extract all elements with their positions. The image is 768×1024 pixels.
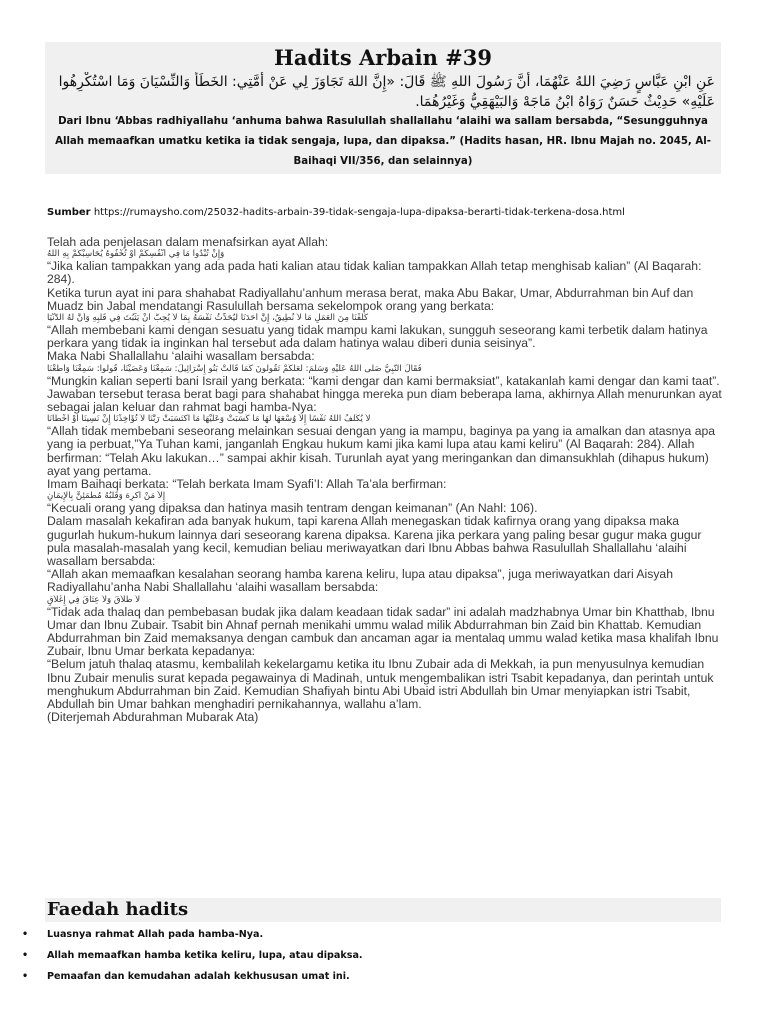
body-paragraph: “Belum jatuh thalaq atasmu, kembalilah kekelargamu ketika itu Ibnu Zubair ada di Mekkah, ia pun menyusulnya kemudian Ibnu Zubair menulis surat kepada pegawainya di Madinah, untuk mengembalikan istri Tsabit kepadanya, dan perintah untuk menghukum Abdurrahman bin Zaid. Kemudian Shafiyah bintu Abi Ubaid istri Abdullah bin Umar menyiapkan istri Tsabit, Abdullah bin Umar bahkan menghadiri pernikahannya, wallahu a’lam. xyxy=(47,657,714,712)
hadith-translation xyxy=(45,112,721,172)
body-paragraph: Ketika turun ayat ini para shahabat Radiyallahu’anhum merasa berat, maka Abu Bakar, Umar, Abdurrahman bin Auf dan Muadz bin Jabal mendatangi Rasulullah bersama sekelompok orang yang berkata: xyxy=(47,285,694,313)
body-paragraph: “Tidak ada thalaq dan pembebasan budak jika dalam keadaan tidak sadar” ini adalah madzhabnya Umar bin Khatthab, Ibnu Umar dan Ibnu Zubair. Tsabit bin Ahnaf pernah menikahi ummu walad milik Abdurrahman bin Zaid bin Khattab. Kemudian Abdurrahman bin Zaid memaksanya dengan cambuk dan ancaman agar ia mentalaq ummu walad ketika masa khalifah Ibnu Zubair, Ibnu Umar berkata kepadanya: xyxy=(47,604,719,659)
body-paragraph: Telah ada penjelasan dalam menafsirkan ayat Allah: xyxy=(47,236,329,249)
faedah-heading: Faedah hadits xyxy=(47,899,189,920)
body-paragraph: “Kecuali orang yang dipaksa dan hatinya masih tentram dengan keimanan” (An Nahl: 106). xyxy=(47,501,538,516)
arabic-verse: وَإِنْ تُبْدُوا مَا فِي أَنْفُسِكُمْ أَوْ تُخْفُوهُ يُحَاسِبْكُمْ بِهِ اللَّهُ xyxy=(47,249,225,260)
bullet-icon: • xyxy=(22,929,29,940)
source-line xyxy=(47,206,747,220)
arabic-verse: كُلِّفْنَا مِنَ الْعَمَلِ مَا لاَ نُطِيقُ، إِنَّ أَحَدَنَا لَيُحَدِّثُ نَفْسَهُ بِمَا لاَ يُحِبُّ أَنْ يَثْبُتَ فِي قَلْبِهِ وَأَنَّ لَهُ الدُّنْيَا xyxy=(47,313,369,324)
source-label: Sumber xyxy=(47,207,91,218)
body-paragraph: “Allah tidak membebani seseorang melainkan sesuai dengan yang ia mampu, baginya pa yang ia amalkan dan atasnya apa yang ia perbuat,”Ya Tuhan kami, janganlah Engkau hukum kami jika kami lupa atau kami keliru” (Al Baqarah: 284). Allah berfirman: “Telah Aku lakukan…” sampai akhir kisah. Turunlah ayat yang meringankan dan dimansukhlah (dihapus hukum) ayat yang pertama. xyxy=(47,424,716,478)
faedah-section-header xyxy=(45,898,721,922)
hadith-arabic-text: عَنِ ابْنِ عَبَّاسٍ رَضِيَ اللهُ عَنْهُمَا، أَنَّ رَسُولَ اللهِ ﷺ قَالَ: «إِنَّ اللهَ تَجَاوَزَ لِي عَنْ أُمَّتِي: الخَطَأَ وَالنِّسْيَانَ وَمَا اسْتُكْرِهُوا عَلَيْهِ» حَدِيْثٌ حَسَنٌ رَوَاهُ ابْنُ مَاجَهْ وَالبَيْهَقِيُّ وَغَيْرُهُمَا. xyxy=(58,74,715,110)
arabic-verse: لاَ يُكَلِّفُ اللَّهُ نَفْسًا إِلاَّ وُسْعَهَا لَهَا مَا كَسَبَتْ وَعَلَيْهَا مَا اكْتَسَبَتْ رَبَّنَا لاَ تُؤَاخِذْنَا إِنْ نَسِينَا أَوْ أَخْطَأْنَا xyxy=(47,414,371,425)
body-paragraph: “Jika kalian tampakkan yang ada pada hati kalian atau tidak kalian tampakkan Allah tetap menghisab kalian” (Al Baqarah: 284). xyxy=(47,259,702,287)
body-paragraph: Dalam masalah kekafiran ada banyak hukum, tapi karena Allah menegaskan tidak kafirnya orang yang dipaksa maka gugurlah hukum-hukum lainnya dari seseorang karena dipaksa. Karena jika perkara yang paling besar gugur maka gugur pula masalah-masalah yang kecil, kemudian beliau meriwayatkan dari Ibnu Abbas bahwa Rasulullah Shallallahu ‘alaihi wasallam bersabda: xyxy=(47,514,702,569)
list-item-text: Luasnya rahmat Allah pada hamba-Nya. xyxy=(47,929,264,940)
body-paragraph: “Allah membebani kami dengan sesuatu yang tidak mampu kami lakukan, sungguh seseorang kami terbetik dalam hatinya perkara yang tidak ia inginkan hal tersebut ada dalam hatinya walau diberi dunia seisinya”. xyxy=(47,323,708,351)
translator-credit: (Diterjemah Abdurahman Mubarak Ata) xyxy=(47,710,259,725)
arabic-verse: إِلاَّ مَنْ أُكْرِهَ وَقَلْبُهُ مُطْمَئِنٌّ بِالإِيمَانِ xyxy=(47,491,166,502)
bullet-icon: • xyxy=(22,971,29,982)
list-item xyxy=(0,949,768,970)
list-item xyxy=(0,970,768,991)
explanation-body xyxy=(47,236,727,884)
translation-quote: “Sesungguhnya Allah memaafkan umatku ketika ia tidak sengaja, lupa, dan dipaksa.” xyxy=(55,116,708,147)
translation-intro: Dari Ibnu ‘Abbas radhiyallahu ‘anhuma bahwa Rasulullah shallallahu ‘alaihi wa sallam bersabda, xyxy=(58,116,617,127)
page-title: Hadits Arbain #39 xyxy=(274,45,492,70)
hadith-header xyxy=(45,42,721,174)
body-paragraph: Jawaban tersebut terasa berat bagi para shahabat hingga mereka pun diam beberapa lama, akhirnya Allah menurunkan ayat sebagai jalan keluar dan rahmat bagi hamba-Nya: xyxy=(47,386,722,415)
body-paragraph: “Mungkin kalian seperti bani Israil yang berkata: “kami dengar dan kami bermaksiat”, katakanlah kami dengar dan kami taat”. xyxy=(47,373,720,388)
source-url[interactable]: https://rumaysho.com/25032-hadits-arbain-39-tidak-sengaja-lupa-dipaksa-berarti-tidak-terkena-dosa.html xyxy=(93,207,625,218)
list-item-text: Pemaafan dan kemudahan adalah kekhususan umat ini. xyxy=(47,971,350,982)
list-item-text: Allah memaafkan hamba ketika keliru, lupa, atau dipaksa. xyxy=(47,950,363,961)
faedah-list xyxy=(0,928,768,991)
arabic-verse: لاَ طَلاَقَ وَلاَ عِتَاقَ فِي إِغْلاَقٍ xyxy=(47,594,141,605)
body-paragraph: Imam Baihaqi berkata: “Telah berkata Imam Syafi’I: Allah Ta’ala berfirman: xyxy=(47,477,447,492)
body-paragraph: “Allah akan memaafkan kesalahan seorang hamba karena keliru, lupa atau dipaksa”, juga meriwayatkan dari Aisyah Radiyallahu’anha Nabi Shallallahu ‘alaihi wasallam bersabda: xyxy=(47,567,673,595)
bullet-icon: • xyxy=(22,950,29,961)
arabic-verse: فَقَالَ النَّبِيُّ صَلَّى اللَّهُ عَلَيْهِ وَسَلَّمَ: لَعَلَّكُمْ تَقُولُونَ كَمَا قَالَتْ بَنُو إِسْرَائِيلَ: سَمِعْنَا وَعَصَيْنَا، قُولُوا: سَمِعْنَا وَأَطَعْنَا xyxy=(47,363,422,374)
list-item xyxy=(0,928,768,949)
body-paragraph: Maka Nabi Shallallahu ‘alaihi wasallam bersabda: xyxy=(47,349,315,364)
translation-reference: (Hadits hasan, HR. Ibnu Majah no. 2045, Al-Baihaqi VII/356, dan selainnya) xyxy=(293,136,711,167)
